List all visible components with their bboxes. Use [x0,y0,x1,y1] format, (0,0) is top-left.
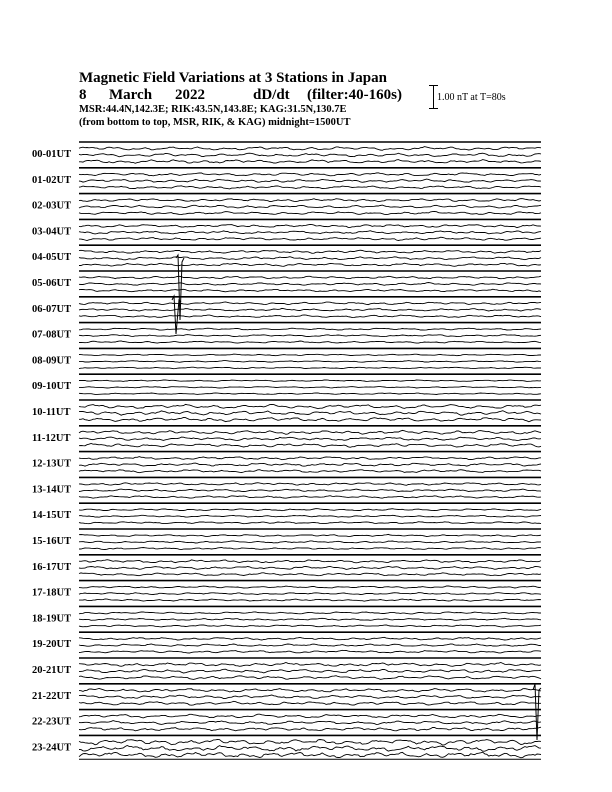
trace-msr [79,496,541,499]
trace-kag [79,354,541,356]
trace-msr [79,701,541,705]
filter-label: (filter:40-160s) [307,87,402,103]
trace-msr [79,522,541,524]
trace-rik [79,335,541,337]
trace-msr [79,237,541,240]
hour-label: 17-18UT [32,587,72,599]
station-order-note: (from bottom to top, MSR, RIK, & KAG) midnight=1500UT [79,117,351,128]
trace-msr [79,548,541,550]
trace-msr [79,625,541,627]
trace-rik [79,669,541,673]
trace-kag [79,430,541,434]
trace-kag [79,663,541,667]
trace-kag [79,457,541,460]
trace-kag [79,586,541,588]
hour-label: 14-15UT [32,510,72,522]
trace-rik [79,437,541,440]
trace-msr [79,186,541,189]
hour-label: 09-10UT [32,381,72,393]
spike-event [176,255,184,320]
hour-label: 22-23UT [32,716,72,728]
trace-msr [79,599,541,601]
trace-kag [79,250,541,253]
hour-label: 12-13UT [32,458,72,470]
hour-label: 21-22UT [32,690,72,702]
station-coordinates: MSR:44.4N,142.3E; RIK:43.5N,143.8E; KAG:31.5N,130.7E [79,104,347,115]
trace-kag [79,689,541,692]
trace-kag [79,534,541,536]
trace-msr [79,289,541,292]
trace-rik [79,695,541,699]
trace-kag [79,483,541,486]
trace-rik [79,179,541,182]
trace-rik [79,721,541,725]
trace-rik [79,593,541,595]
trace-rik [79,746,541,752]
hour-label: 15-16UT [32,536,72,547]
trace-kag [79,714,541,718]
trace-msr [79,160,541,164]
trace-msr [79,263,541,266]
trace-kag [79,302,541,305]
trace-kag [79,404,541,408]
hour-label: 08-09UT [32,355,72,367]
trace-kag [79,147,541,151]
date-month: March [109,87,153,103]
trace-kag [79,637,541,640]
trace-rik [79,644,541,646]
trace-rik [79,283,541,286]
hour-label: 06-07UT [32,303,72,315]
trace-msr [79,444,541,448]
trace-kag [79,173,541,176]
trace-msr [79,393,541,395]
hour-label: 10-11UT [32,407,71,418]
trace-kag [79,276,541,279]
trace-msr [79,315,541,318]
trace-rik [79,463,541,466]
date-day: 8 [79,87,87,103]
trace-kag [79,509,541,511]
scale-label: 1.00 nT at T=80s [437,92,506,103]
hour-label: 03-04UT [32,226,72,238]
trace-rik [79,411,541,416]
hour-label: 18-19UT [32,613,72,625]
trace-rik [79,618,541,620]
chart-title: Magnetic Field Variations at 3 Stations in Japan [79,70,387,86]
hour-label: 02-03UT [32,200,72,212]
trace-kag [79,560,541,563]
trace-msr [79,417,541,421]
trace-rik [79,153,541,157]
spike-event [533,684,541,740]
trace-rik [79,541,541,543]
hour-label: 19-20UT [32,639,72,651]
hour-label: 01-02UT [32,174,72,186]
trace-msr [79,367,541,369]
hour-label: 07-08UT [32,329,72,341]
hour-label: 04-05UT [32,252,72,264]
trace-rik [79,489,541,492]
trace-rik [79,257,541,260]
trace-kag [79,328,541,330]
trace-kag [79,224,541,227]
trace-msr [79,676,541,680]
hour-label: 23-24UT [32,742,72,754]
component-label: dD/dt [253,87,290,103]
trace-rik [79,361,541,363]
trace-msr [79,650,541,653]
trace-rik [79,231,541,234]
trace-msr [79,752,541,758]
hour-label: 00-01UT [32,149,72,160]
hour-label: 05-06UT [32,278,72,289]
trace-kag [79,380,541,381]
hour-label: 11-12UT [32,432,71,444]
trace-msr [79,212,541,215]
hour-label: 16-17UT [32,561,72,573]
trace-kag [79,739,541,745]
trace-msr [79,573,541,576]
trace-msr [79,727,541,731]
trace-rik [79,515,541,517]
trace-rik [79,308,541,311]
hour-label: 20-21UT [32,665,72,676]
trace-rik [79,387,541,389]
date-year: 2022 [175,87,205,103]
trace-msr [79,341,541,343]
trace-kag [79,612,541,614]
trace-msr [79,470,541,473]
hour-label: 13-14UT [32,484,72,496]
trace-rik [79,205,541,208]
trace-rik [79,566,541,569]
trace-kag [79,199,541,202]
